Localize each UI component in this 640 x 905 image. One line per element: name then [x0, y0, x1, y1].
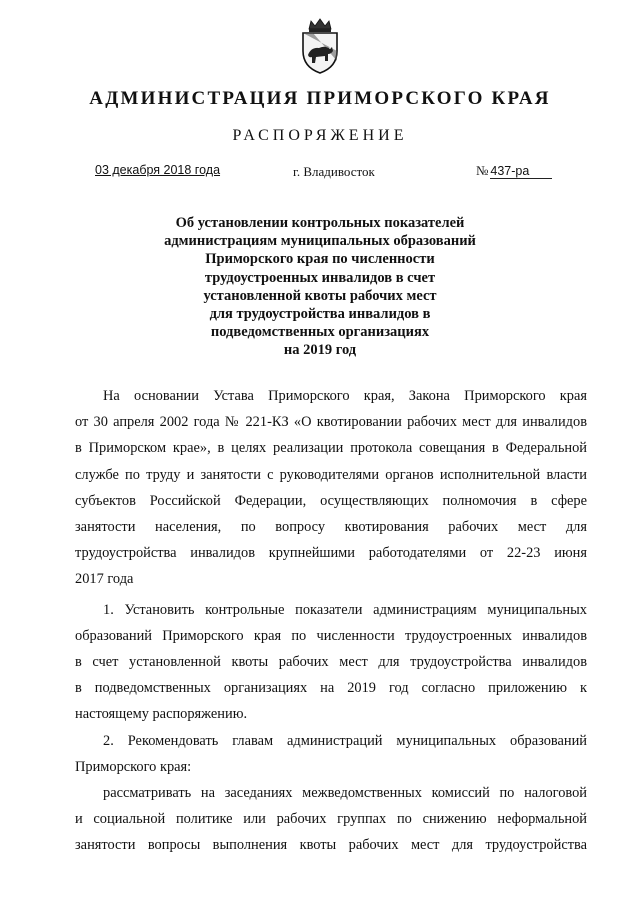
- body-line: от 30 апреля 2002 года № 221-КЗ «О квотировании рабочих мест для инвалидов: [75, 414, 587, 431]
- item-2-paragraph: [75, 728, 587, 780]
- number-value: 437-ра: [490, 164, 552, 179]
- title-line: администрациям муниципальных образований: [164, 233, 476, 250]
- document-date: 03 декабря 2018 года: [95, 163, 221, 177]
- document-place: г. Владивосток: [293, 164, 375, 179]
- body-line: в счет установленной квоты рабочих мест для трудоустройства инвалидов: [75, 654, 587, 671]
- body-line: На основании Устава Приморского края, Закона Приморского края: [103, 388, 587, 404]
- item-2-subparagraph: [75, 780, 587, 859]
- title-line: для трудоустройства инвалидов в: [209, 306, 431, 323]
- body-line: образований Приморского края по численности трудоустроенных инвалидов: [75, 627, 587, 644]
- body-line: занятости вопросы выполнения квоты рабочих мест для трудоустройства: [75, 837, 587, 854]
- title-line: подведомственных организациях: [210, 324, 430, 341]
- title-line: Об установлении контрольных показателей: [175, 215, 465, 231]
- body-line: в подведомственных организациях на 2019 год согласно приложению к: [75, 680, 587, 697]
- document-body: [75, 383, 587, 859]
- number-prefix: №: [476, 163, 489, 178]
- body-line: службе по труду и занятости с руководителями органов исполнительной власти: [75, 466, 587, 483]
- item-1-paragraph: [75, 597, 587, 728]
- title-line: на 2019 год: [283, 342, 357, 359]
- body-line: Приморского края:: [75, 758, 192, 775]
- body-line: рассматривать на заседаниях межведомственных комиссий по налоговой: [103, 785, 587, 802]
- body-line: в Приморском крае», в целях реализации протокола совещания в Федеральной: [75, 440, 587, 457]
- document-title: [120, 214, 520, 360]
- preamble-paragraph: [75, 383, 587, 593]
- document-number: [476, 163, 552, 179]
- body-line: и социальной политике или рабочих группах по снижению неформальной: [75, 811, 587, 828]
- body-line: субъектов Российской Федерации, осуществляющих полномочия в сфере: [75, 492, 587, 509]
- body-line: настоящему распоряжению.: [75, 706, 248, 723]
- body-line: занятости населения, по вопросу квотирования рабочих мест для: [75, 519, 587, 536]
- title-line: установленной квоты рабочих мест: [203, 287, 437, 304]
- body-line: трудоустройства инвалидов крупнейшими работодателями от 22-23 июня: [75, 545, 587, 562]
- body-line: 2017 года: [75, 571, 134, 588]
- title-line: трудоустроенных инвалидов в счет: [204, 269, 436, 286]
- body-line: 2. Рекомендовать главам администраций муниципальных образований: [103, 732, 587, 749]
- coat-of-arms-icon: [297, 17, 343, 75]
- title-line: Приморского края по численности: [205, 251, 435, 268]
- document-type: РАСПОРЯЖЕНИЕ: [232, 127, 408, 144]
- organization-name: АДМИНИСТРАЦИЯ ПРИМОРСКОГО КРАЯ: [89, 88, 551, 109]
- body-line: 1. Установить контрольные показатели администрациям муниципальных: [103, 601, 587, 618]
